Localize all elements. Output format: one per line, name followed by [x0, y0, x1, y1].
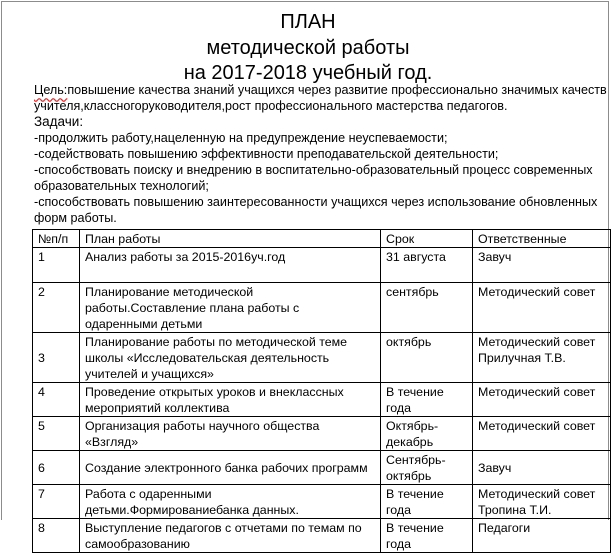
- plan-table: [32, 229, 611, 553]
- tasks-label: Задачи:: [34, 114, 84, 129]
- header-num: №п/п: [33, 230, 80, 248]
- table-row: [33, 383, 611, 417]
- row-num: 4: [33, 383, 80, 417]
- row-plan: Анализ работы за 2015-2016уч.год: [80, 248, 381, 283]
- row-responsible: Методический совет: [473, 417, 611, 451]
- table-row: [33, 451, 611, 485]
- row-plan: Проведение открытых уроков и внеклассных мероприятий коллектива: [80, 383, 381, 417]
- row-num: 1: [33, 248, 80, 283]
- row-term: В течение года: [381, 485, 473, 519]
- row-responsible: Завуч: [473, 451, 611, 485]
- task-item: -продолжить работу,нацеленную на предупреждение неуспеваемости;: [34, 131, 448, 145]
- row-plan: Создание электронного банка рабочих программ: [80, 451, 381, 485]
- row-responsible: Методический совет: [473, 383, 611, 417]
- row-term: октябрь: [381, 333, 473, 383]
- row-plan: Планирование методической работы.Составление плана работы с одаренными детьми: [80, 283, 381, 333]
- table-header-row: [33, 230, 611, 248]
- intro-section: [34, 82, 607, 226]
- row-term: В течение года: [381, 519, 473, 553]
- row-responsible: Педагоги: [473, 519, 611, 553]
- row-num: 3: [33, 333, 80, 383]
- goal-line: [34, 82, 607, 98]
- task-item: -способствовать поиску и внедрению в воспитательно-образовательный процесс современных: [34, 163, 593, 177]
- header-responsible: Ответственные: [473, 230, 611, 248]
- header-term: Срок: [381, 230, 473, 248]
- table-row: [33, 485, 611, 519]
- header-plan: План работы: [80, 230, 381, 248]
- task-item: -способствовать повышению заинтересованности учащихся через использование обновленных: [34, 195, 598, 209]
- row-responsible: Методический совет Прилучная Т.В.: [473, 333, 611, 383]
- row-term: 31 августа: [381, 248, 473, 283]
- task-item: форм работы.: [34, 211, 117, 225]
- row-term: сентябрь: [381, 283, 473, 333]
- goal-line-2: учителя,классногоруководителя,рост профессионального мастерства педагогов.: [34, 99, 508, 113]
- doc-title: ПЛАН: [280, 11, 336, 33]
- task-item: образовательных технологий;: [34, 179, 209, 193]
- row-term: В течение года: [381, 383, 473, 417]
- task-item: -содействовать повышению эффективности преподавательской деятельности;: [34, 147, 499, 161]
- doc-year: на 2017-2018 учебный год.: [183, 62, 433, 84]
- row-plan: Выступление педагогов с отчетами по темам по самообразованию: [80, 519, 381, 553]
- goal-label: Цель:: [34, 83, 68, 97]
- table-row: [33, 417, 611, 451]
- row-term: Сентябрь-октябрь: [381, 451, 473, 485]
- row-term: Октябрь-декабрь: [381, 417, 473, 451]
- row-num: 7: [33, 485, 80, 519]
- table-row: [33, 333, 611, 383]
- row-num: 2: [33, 283, 80, 333]
- row-plan: Организация работы научного общества «Взгляд»: [80, 417, 381, 451]
- table-row: [33, 248, 611, 283]
- row-responsible: Методический совет: [473, 283, 611, 333]
- table-row: [33, 519, 611, 553]
- doc-subtitle: методической работы: [206, 37, 410, 59]
- row-plan: Планирование работы по методической теме школы «Исследовательская деятельность учителей и учащихся»: [80, 333, 381, 383]
- table-row: [33, 283, 611, 333]
- row-plan: Работа с одаренными детьми.Формированиебанка данных.: [80, 485, 381, 519]
- row-num: 8: [33, 519, 80, 553]
- row-num: 5: [33, 417, 80, 451]
- goal-text: повышение качества знаний учащихся через развитие профессионально значимых качеств: [67, 83, 607, 97]
- row-responsible: Завуч: [473, 248, 611, 283]
- row-num: 6: [33, 451, 80, 485]
- row-responsible: Методический совет Тропина Т.И.: [473, 485, 611, 519]
